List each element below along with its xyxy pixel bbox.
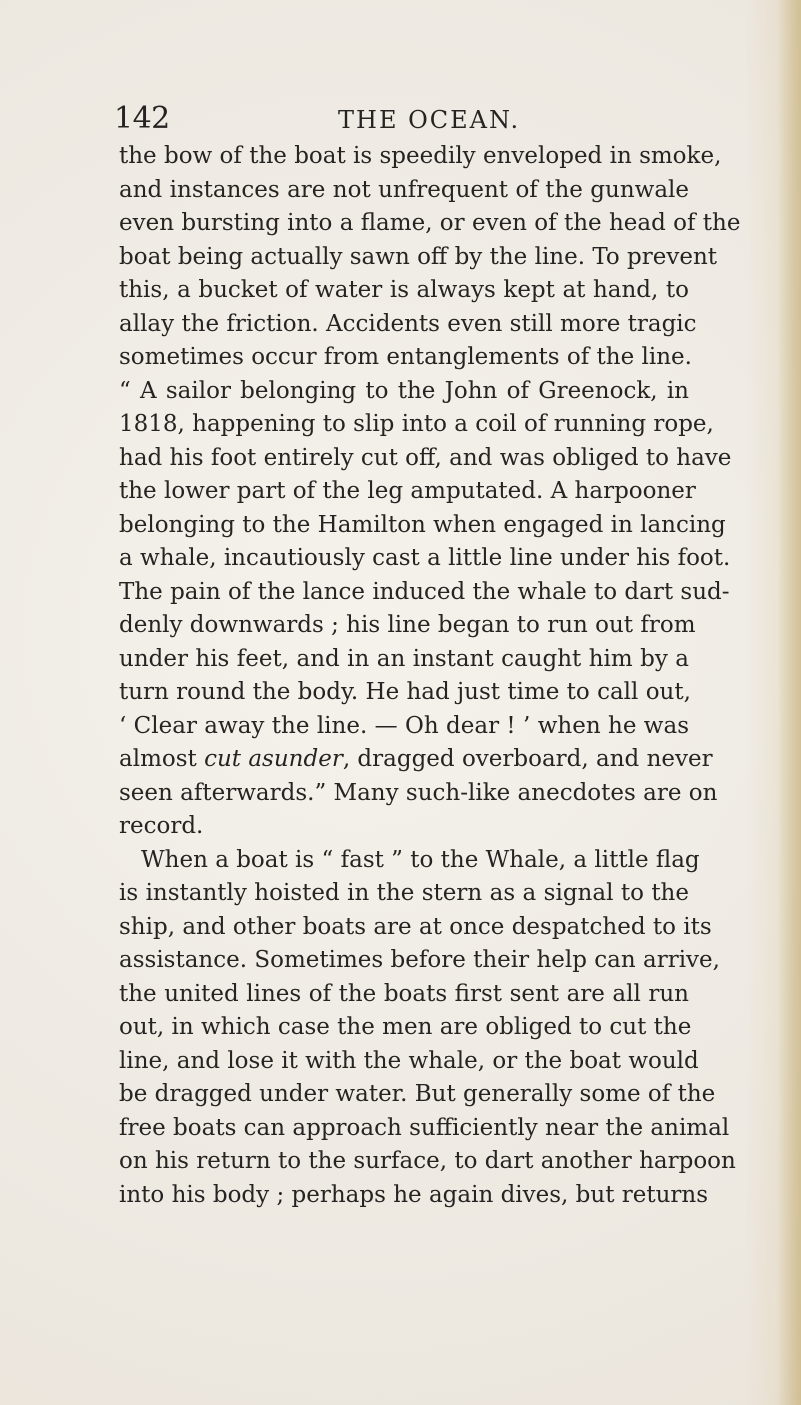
text-line: be dragged under water. But generally some of the [119, 1081, 716, 1107]
text-line: The pain of the lance induced the whale to dart sud- [119, 578, 730, 605]
text-line: out, in which case the men are obliged to cut the [119, 1014, 692, 1040]
text-line: sometimes occur from entanglements of the line. [119, 344, 692, 370]
page-header [114, 101, 694, 141]
text-line: assistance. Sometimes before their help can arrive, [119, 947, 720, 973]
text-line: free boats can approach sufficiently near the animal [119, 1114, 730, 1141]
text-line: the united lines of the boats first sent are all run [119, 980, 689, 1007]
text-line: belonging to the Hamilton when engaged in lancing [119, 511, 726, 538]
page-number: 142 [114, 101, 170, 136]
text-line: line, and lose it with the whale, or the boat would [119, 1047, 699, 1074]
paragraph-start-line: When a boat is “ fast ” to the Whale, a little flag [141, 846, 700, 873]
text-line: “ A sailor belonging to the John of Greenock, in [119, 377, 689, 404]
text-line: turn round the body. He had just time to call out, [119, 679, 691, 705]
text-line: seen afterwards.” Many such-like anecdotes are on [119, 779, 718, 806]
text-line: denly downwards ; his line began to run out from [119, 612, 696, 638]
text-line: record. [119, 813, 204, 839]
text-line [119, 743, 713, 777]
text-line: the lower part of the leg amputated. A harpooner [119, 478, 696, 504]
text-line: even bursting into a flame, or even of the head of the [119, 210, 741, 236]
text-line: on his return to the surface, to dart another harpoon [119, 1148, 736, 1174]
text-segment: , dragged overboard, and never [342, 746, 713, 772]
text-line: 1818, happening to slip into a coil of running rope, [119, 411, 714, 437]
italic-phrase: cut asunder [204, 746, 343, 772]
text-line: under his feet, and in an instant caught him by a [119, 645, 689, 672]
text-line: ‘ Clear away the line. — Oh dear ! ’ when he was [119, 712, 689, 739]
text-line: allay the friction. Accidents even still more tragic [119, 310, 697, 337]
text-line: this, a bucket of water is always kept at hand, to [119, 277, 689, 303]
text-line: the bow of the boat is speedily enveloped in smoke, [119, 143, 722, 169]
text-line: is instantly hoisted in the stern as a signal to the [119, 880, 689, 906]
running-head: THE OCEAN. [338, 106, 521, 134]
text-line: a whale, incautiously cast a little line under his foot. [119, 545, 731, 571]
text-line: and instances are not unfrequent of the gunwale [119, 176, 689, 203]
text-line: into his body ; perhaps he again dives, but returns [119, 1181, 709, 1208]
body-text [119, 140, 741, 1212]
text-line: ship, and other boats are at once despatched to its [119, 913, 712, 940]
text-line: boat being actually sawn off by the line. To prevent [119, 243, 718, 270]
text-line: had his foot entirely cut off, and was obliged to have [119, 444, 732, 471]
page-edge-shadow [779, 0, 801, 1405]
text-segment: almost [119, 746, 205, 772]
